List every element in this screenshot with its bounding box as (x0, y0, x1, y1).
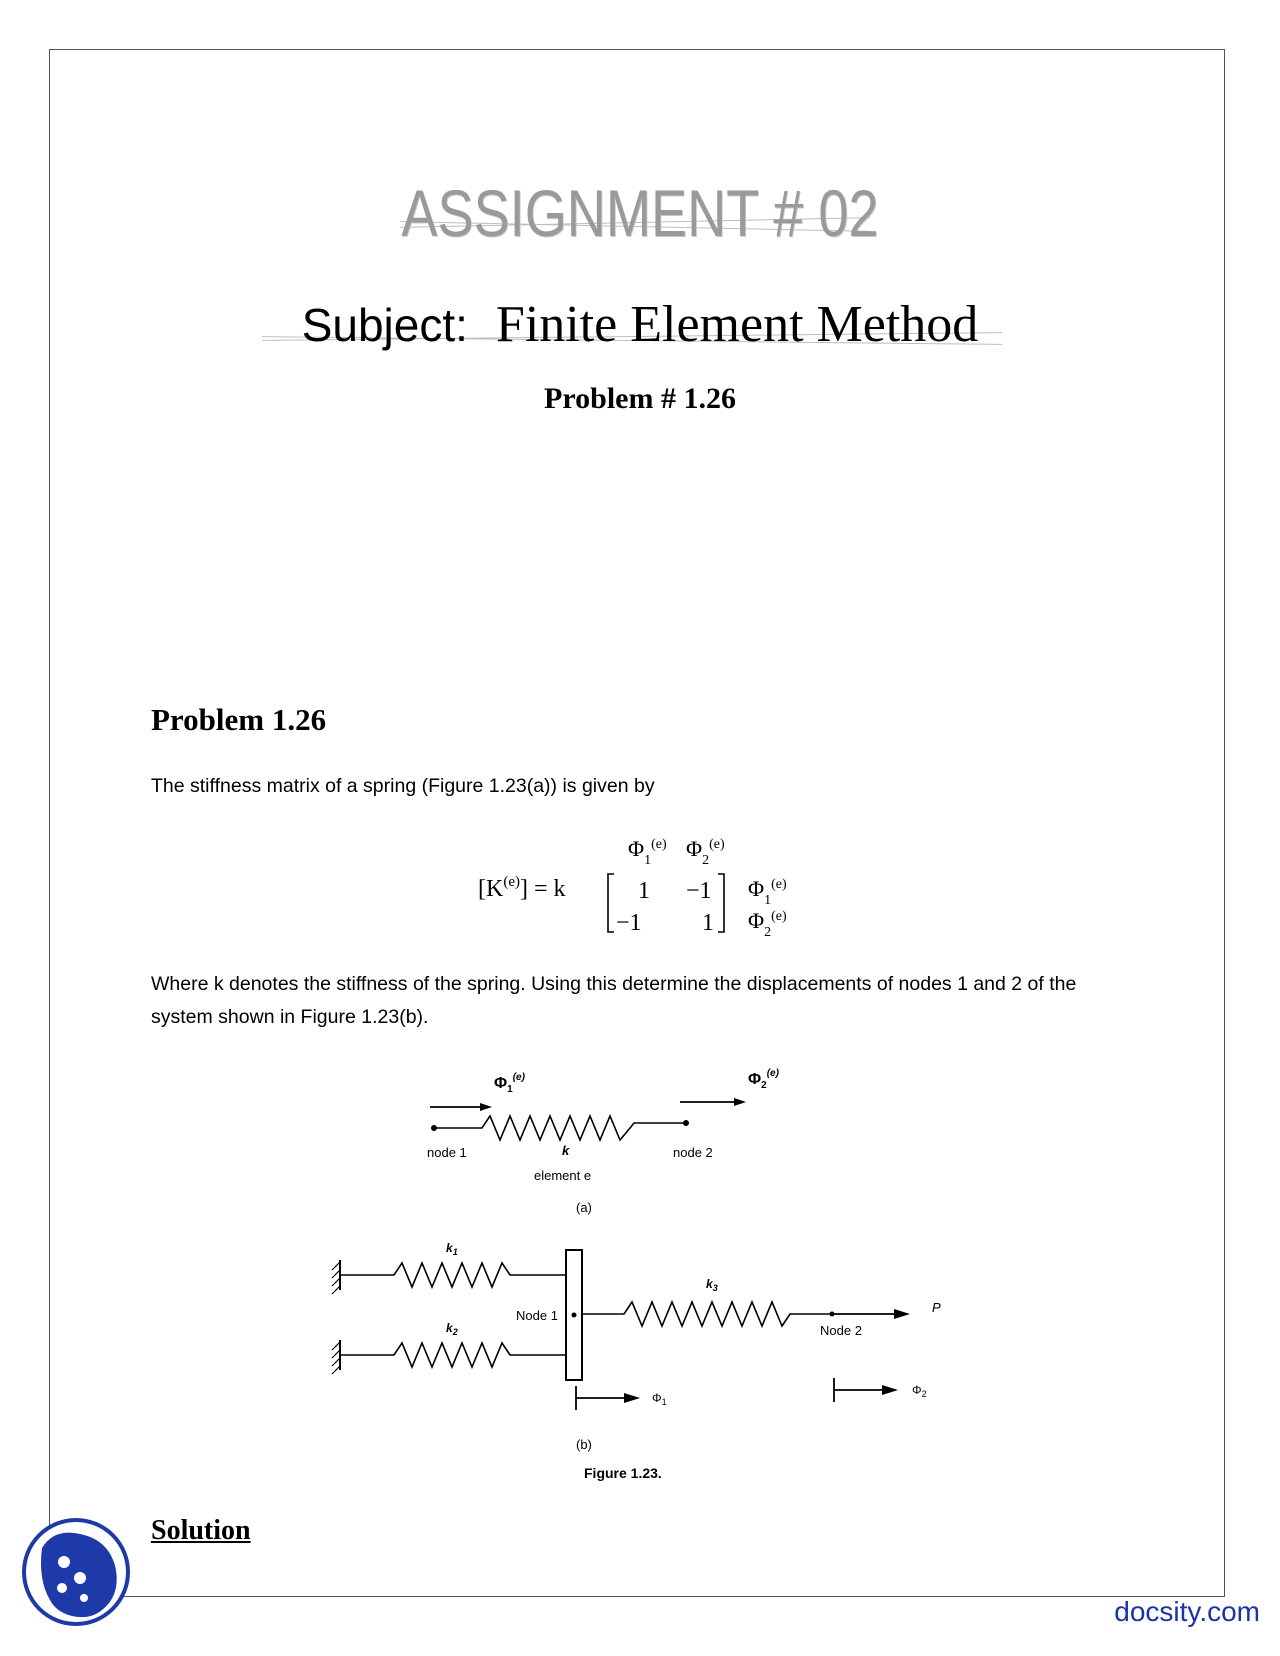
caption-b: (b) (576, 1437, 592, 1452)
figure-caption: Figure 1.23. (584, 1465, 662, 1481)
brand-link[interactable]: docsity.com (1114, 1596, 1260, 1627)
problem-question: Where k denotes the stiffness of the spring. Using this determine the displacements of nodes 1 and 2 of the system shown in Figure 1.23(b). (151, 973, 1077, 1028)
caption-a: (a) (576, 1200, 592, 1215)
subject-value: Finite Element Method (495, 296, 979, 353)
row-label-phi1: $\Phi_1^{(e)}$ (748, 876, 787, 908)
arrowhead (624, 1393, 640, 1403)
node1-label-a: node 1 (427, 1145, 467, 1160)
phi2-label-a: $\Phi_2^{(e)}$ (748, 1068, 779, 1091)
spring-a (434, 1116, 686, 1140)
matrix-cell: 1 (702, 910, 714, 936)
column-label-phi2: $\Phi_2^{(e)}$ (686, 836, 725, 868)
matrix-right-bracket (718, 874, 724, 932)
row-label-phi2: $\Phi_2^{(e)}$ (748, 908, 787, 940)
problem-intro: The stiffness matrix of a spring (Figure 1.23(a)) is given by (151, 775, 655, 797)
subject-line (0, 295, 1280, 354)
figure-part-a (427, 1068, 780, 1215)
problem-heading: Problem 1.26 (151, 702, 327, 737)
spring-k-label: k (562, 1143, 570, 1158)
equation-lhs: $[K^{(e)}] = k$ (478, 874, 566, 902)
k1-label: $k_1$ (446, 1241, 458, 1257)
docsity-logo (20, 1516, 132, 1628)
node2-label-b: Node 2 (820, 1323, 862, 1338)
column-label-phi1: $\Phi_1^{(e)}$ (628, 836, 667, 868)
docsity-logo-icon (20, 1516, 132, 1628)
wall-hatch (332, 1262, 340, 1294)
figure-part-b (332, 1241, 941, 1452)
stiffness-equation (0, 830, 1280, 950)
node1-label-b: Node 1 (516, 1308, 558, 1323)
k3-label: $k_3$ (706, 1277, 718, 1293)
matrix-left-bracket (608, 874, 614, 932)
load-label: P (932, 1300, 941, 1315)
subject-label: Subject: (301, 299, 468, 351)
phi2-label-b: $\Phi_2$ (912, 1383, 927, 1399)
matrix-cell: 1 (638, 878, 650, 904)
element-label: element e (534, 1168, 592, 1183)
arrowhead (480, 1103, 492, 1111)
phi1-label-a: $\Phi_1^{(e)}$ (494, 1072, 525, 1095)
spring-k3 (582, 1302, 832, 1326)
spring-k2 (340, 1343, 566, 1367)
node1-dot-b (572, 1313, 577, 1318)
arrowhead (894, 1309, 910, 1319)
matrix-cell: −1 (686, 878, 712, 904)
arrowhead (734, 1098, 746, 1106)
wall-hatch (332, 1342, 340, 1374)
figure-1-23 (0, 1050, 1280, 1500)
assignment-title: ASSIGNMENT # 02 (401, 176, 879, 250)
phi1-label-b: $\Phi_1$ (652, 1391, 667, 1407)
solution-heading: Solution (151, 1515, 251, 1546)
spring-k1 (340, 1263, 566, 1287)
problem-reference: Problem # 1.26 (544, 382, 736, 415)
node2-label-a: node 2 (673, 1145, 713, 1160)
matrix-cell: −1 (616, 910, 642, 936)
arrowhead (882, 1385, 898, 1395)
k2-label: $k_2$ (446, 1321, 458, 1337)
